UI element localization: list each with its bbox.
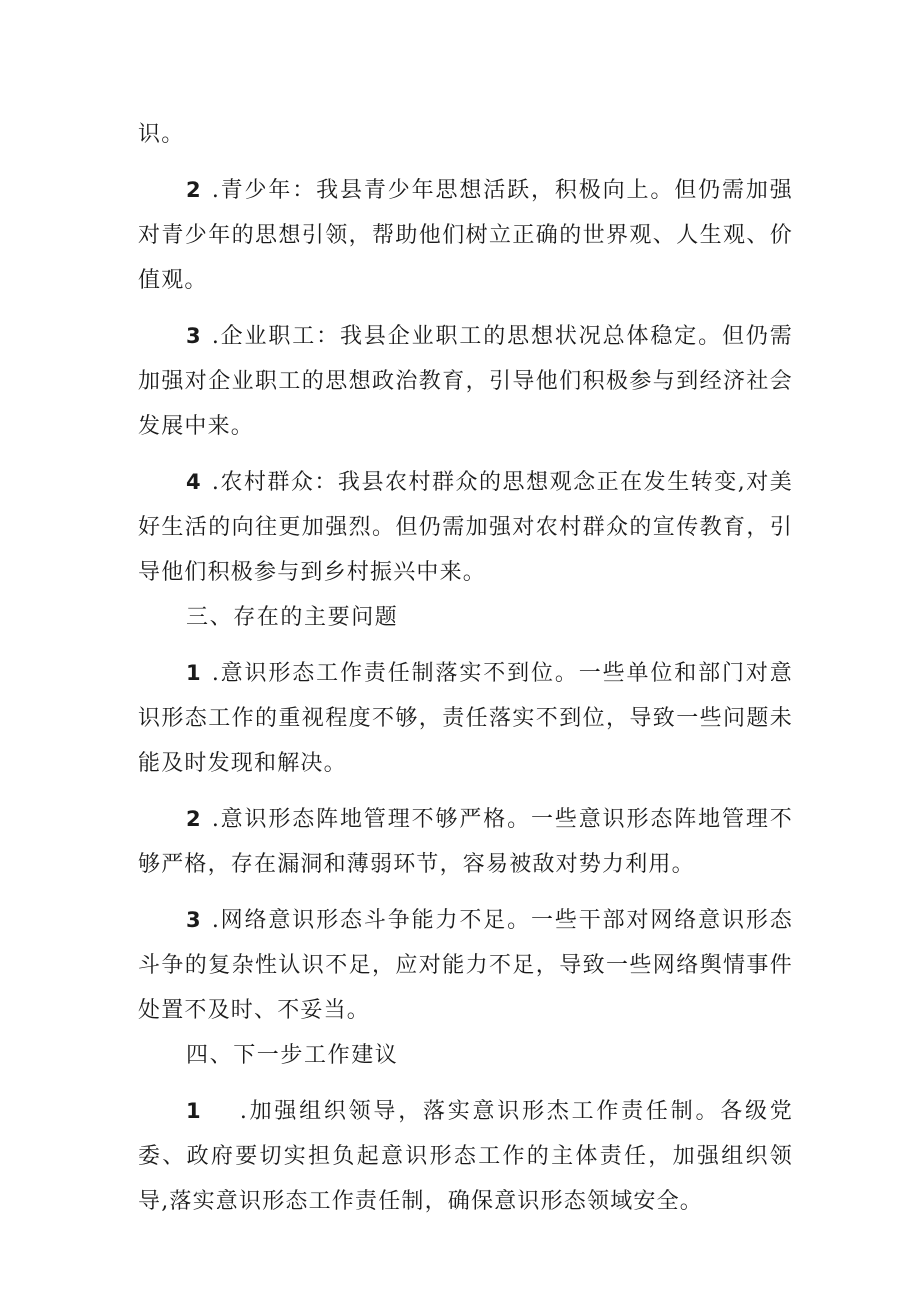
item-text: .农村群众：我县农村群众的思想观念正在发生转变,对美好生活的向往更加强烈。但仍需加强对农村群众的宣传教育，引导他们积极参与到乡村振兴中来。	[138, 470, 793, 585]
item-text: .网络意识形态斗争能力不足。一些干部对网络意识形态斗争的复杂性认识不足，应对能力不足，导致一些网络舆情事件处置不及时、不妥当。	[138, 908, 793, 1023]
item-number: 3	[186, 324, 202, 348]
item-text: .企业职工：我县企业职工的思想状况总体稳定。但仍需加强对企业职工的思想政治教育，引导他们积极参与到经济社会发展中来。	[138, 324, 793, 439]
list-item-youth	[138, 168, 793, 303]
list-item-problem-3	[138, 898, 793, 1033]
item-number: 3	[186, 908, 202, 932]
item-text: .意识形态阵地管理不够严格。一些意识形态阵地管理不够严格，存在漏洞和薄弱环节，容易被敌对势力利用。	[138, 807, 793, 877]
section-heading-problems: 三、存在的主要问题	[186, 605, 399, 630]
section-heading-suggestions: 四、下一步工作建议	[186, 1043, 399, 1068]
item-text: .青少年：我县青少年思想活跃，积极向上。但仍需加强对青少年的思想引领，帮助他们树立正确的世界观、人生观、价值观。	[138, 178, 793, 293]
item-number: 2	[186, 807, 202, 831]
list-item-problem-1	[138, 651, 793, 786]
list-item-workers	[138, 314, 793, 449]
list-item-problem-2	[138, 797, 793, 887]
list-item-rural	[138, 460, 793, 595]
item-text: .意识形态工作责任制落实不到位。一些单位和部门对意识形态工作的重视程度不够，责任落实不到位，导致一些问题未能及时发现和解决。	[138, 661, 793, 776]
item-number: 1	[186, 661, 202, 685]
item-text: .加强组织领导，落实意识形杰工作责任制。各级党委、政府要切实担负起意识形态工作的主体责任，加强组织领导,落实意识形态工作责任制，确保意识形态领域安全。	[138, 1099, 793, 1214]
item-number: 4	[186, 470, 202, 494]
item-number: 2	[186, 178, 202, 202]
item-number: 1	[186, 1099, 202, 1123]
paragraph-fragment: 识。	[138, 122, 185, 147]
list-item-suggestion-1	[138, 1089, 793, 1224]
document-page	[138, 112, 793, 1224]
